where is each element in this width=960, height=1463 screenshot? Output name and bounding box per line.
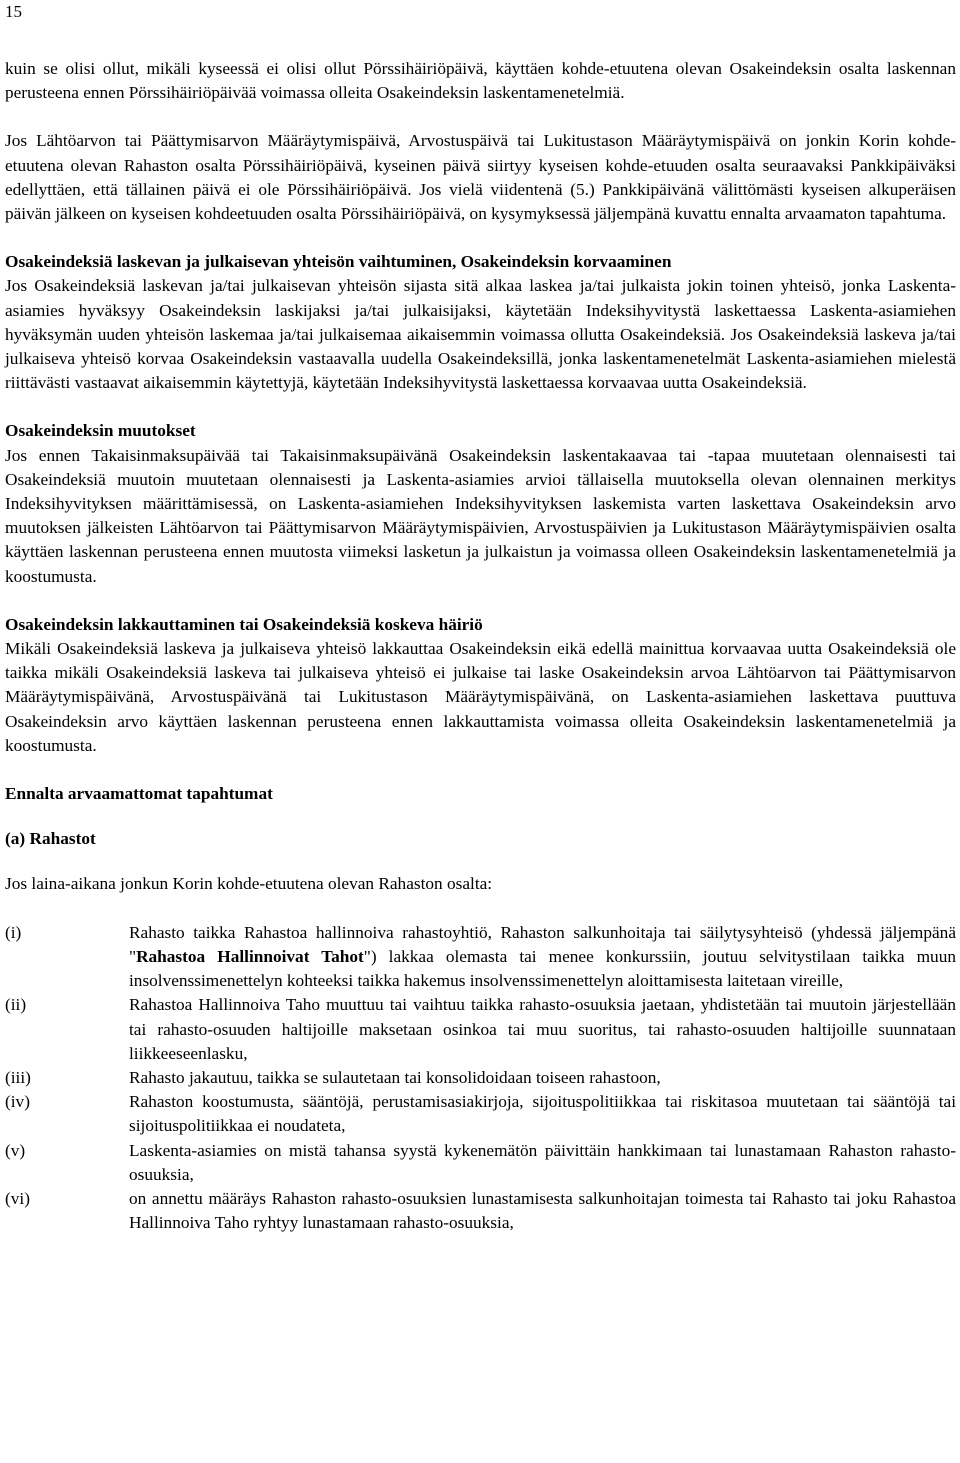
list-item-text-part: Rahasto taikka Rahastoa hallinnoiva rahastoyhtiö, Rahaston salkunhoitaja tai säilytysyhteisö (yhdessä jäljempänä " [129, 922, 956, 966]
list-item [5, 1066, 956, 1090]
list-item [5, 993, 956, 1066]
list-marker: (iv) [5, 1092, 30, 1112]
list-item [5, 1139, 956, 1187]
subheading-funds: (a) Rahastot [5, 829, 96, 849]
list-item-text [129, 921, 956, 994]
section-heading-index-termination: Osakeindeksin lakkauttaminen tai Osakeindeksiä koskeva häiriö [5, 614, 483, 634]
section-heading-index-publisher-change: Osakeindeksiä laskevan ja julkaisevan yhteisön vaihtuminen, Osakeindeksin korvaaminen [5, 252, 672, 272]
section-text-index-termination: Mikäli Osakeindeksiä laskeva ja julkaiseva yhteisö lakkauttaa Osakeindeksin eikä edellä mainittua korvaavaa uutta Osakeindeksiä ole taikka mikäli Osakeindeksiä laskeva tai julkaiseva yhteisö ei julkaise tai laske Osakeindeksin arvoa Lähtöarvon tai Päättymisarvon Määräytymispäivänä, Arvostuspäivänä tai Lukitustason Määräytymispäivänä, on Laskenta-asiamiehen laskettava puuttuva Osakeindeksin arvo käyttäen laskennan perusteena ennen lakkauttamista voimassa olleita Osakeindeksin laskentamenetelmiä ja koostumusta. [5, 639, 956, 755]
list-marker: (iii) [5, 1067, 31, 1087]
list-marker: (ii) [5, 995, 27, 1015]
document-body [5, 57, 956, 1235]
list-item [5, 921, 956, 994]
section-heading-unforeseen-events: Ennalta arvaamattomat tapahtumat [5, 784, 273, 804]
list-marker: (v) [5, 1140, 26, 1160]
list-item-text: Rahasto jakautuu, taikka se sulautetaan tai konsolidoidaan toiseen rahastoon, [129, 1067, 661, 1087]
page-number: 15 [5, 2, 22, 21]
list-item [5, 1187, 956, 1235]
list-item-text-part: ") lakkaa olemasta tai menee konkurssiin, joutuu selvitystilaan taikka muun insolvenssimenettelyn kohteeksi taikka hakemus insolvenssimenettelyn aloittamisesta laitetaan vireille, [129, 946, 956, 991]
section-text-index-publisher-change: Jos Osakeindeksiä laskevan ja/tai julkaisevan yhteisön sijasta sitä alkaa laskea ja/tai julkaista jokin toinen yhteisö, jonka Laskenta-asiamies hyväksyy Osakeindeksin laskijaksi ja/tai julkaisijaksi, käytetään Indeksihyvitystä laskettaessa Laskenta-asiamiehen hyväksymän uuden yhteisön laskemaa ja/tai julkaisemaa aikaisemmin voimassa ollutta Osakeindeksiä. Jos Osakeindeksiä laskeva ja/tai julkaiseva yhteisö korvaa Osakeindeksin vastaavalla uudella Osakeindeksillä, jonka laskentamenetelmät Laskenta-asiamiehen mielestä riittävästi vastaavat aikaisemmin käytettyjä, käytetään Indeksihyvitystä laskettaessa korvaavaa uutta Osakeindeksiä. [5, 276, 956, 393]
defined-term: Rahastoa Hallinnoivat Tahot [136, 946, 364, 966]
list-item-text: on annettu määräys Rahaston rahasto-osuuksien lunastamisesta salkunhoitajan toimesta tai Rahasto tai joku Rahastoa Hallinnoiva Taho ryhtyy lunastamaan rahasto-osuuksia, [129, 1188, 956, 1233]
list-marker: (vi) [5, 1188, 30, 1208]
list-item [5, 1090, 956, 1138]
section-heading-index-changes: Osakeindeksin muutokset [5, 421, 196, 441]
funds-event-list [5, 921, 956, 1236]
funds-intro: Jos laina-aikana jonkun Korin kohde-etuutena olevan Rahaston osalta: [5, 874, 493, 894]
paragraph-fund-market-disruption: Jos Lähtöarvon tai Päättymisarvon Määräytymispäivä, Arvostuspäivä tai Lukitustason Määräytymispäivä on jonkin Korin kohde-etuutena olevan Rahaston osalta Pörssihäiriöpäivä, kyseinen päivä siirtyy kyseisen kohde-etuuden osalta seuraavaksi Pankkipäiväksi edellyttäen, että tällainen päivä ei ole Pörssihäiriöpäivä. Jos vielä viidentenä (5.) Pankkipäivänä välittömästi kyseisen alkuperäisen päivän jälkeen on kyseisen kohdeetuuden osalta Pörssihäiriöpäivä, on kysymyksessä jäljempänä kuvattu ennalta arvaamaton tapahtuma. [5, 131, 956, 224]
list-item-text: Rahastoa Hallinnoiva Taho muuttuu tai vaihtuu taikka rahasto-osuuksia jaetaan, yhdistetään tai muutoin järjestellään tai rahasto-osuuden haltijoille maksetaan osinkoa tai muu suoritus, tai rahasto-osuuden haltijoille suunnataan liikkeeseenlasku, [129, 995, 956, 1063]
list-marker: (i) [5, 922, 22, 942]
list-item-text: Laskenta-asiamies on mistä tahansa syystä kykenemätön päivittäin hankkimaan tai lunastamaan Rahaston rahasto-osuuksia, [129, 1140, 956, 1184]
section-text-index-changes: Jos ennen Takaisinmaksupäivää tai Takaisinmaksupäivänä Osakeindeksin laskentakaavaa tai -tapaa muutetaan olennaisesti tai Osakeindeksiä muutoin muutetaan olennaisesti ja Laskenta-asiamies arvioi tällaisella muutoksella olevan olennainen merkitys Indeksihyvityksen määrittämisessä, on Laskenta-asiamiehen Indeksihyvityksen laskemista varten laskettava Osakeindeksin arvo muutoksen jälkeisten Lähtöarvon tai Päättymisarvon Määräytymispäivien, Arvostuspäivien ja Lukitustason Määräytymispäivien osalta käyttäen laskennan perusteena ennen muutosta viimeksi lasketun ja julkaistun ja voimassa olleen Osakeindeksin laskentamenetelmiä ja koostumusta. [5, 445, 956, 586]
list-item-text: Rahaston koostumusta, sääntöjä, perustamisasiakirjoja, sijoituspolitiikkaa tai riskitasoa muutetaan tai sääntöjä tai sijoituspolitiikkaa ei noudateta, [129, 1092, 956, 1136]
paragraph-continuation: kuin se olisi ollut, mikäli kyseessä ei olisi ollut Pörssihäiriöpäivä, käyttäen kohde-etuutena olevan Osakeindeksin osalta laskennan perusteena ennen Pörssihäiriöpäivää voimassa olleita Osakeindeksin laskentamenetelmiä. [5, 59, 956, 103]
